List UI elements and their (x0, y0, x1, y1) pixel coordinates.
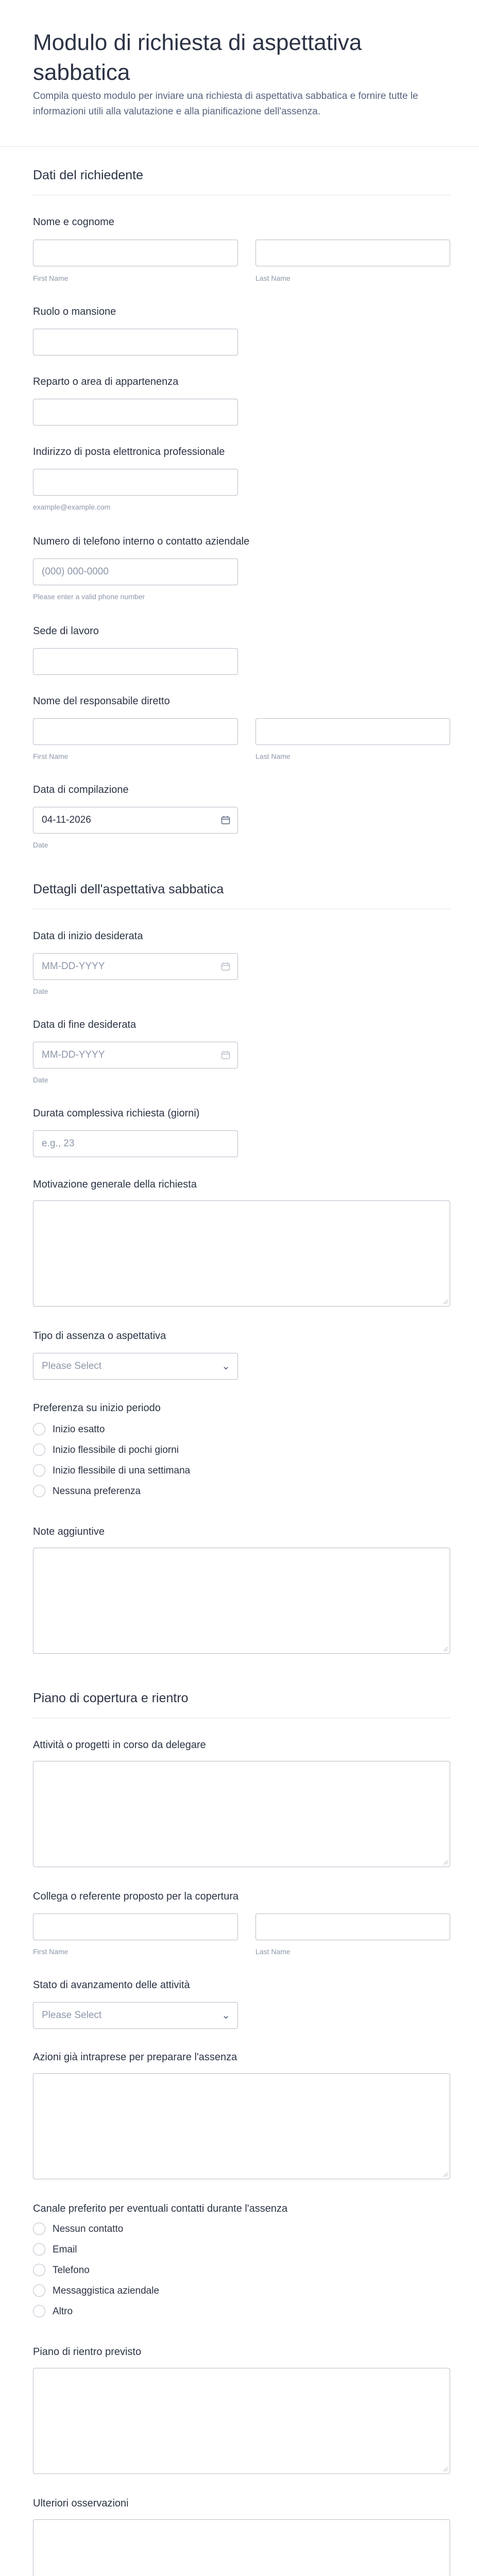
preference-option[interactable]: Inizio flessibile di una settimana (33, 1463, 239, 1479)
observations-label: Ulteriori osservazioni (33, 2498, 129, 2509)
chevron-down-icon: ⌄ (221, 1361, 230, 1372)
colleague-label: Collega o referente proposto per la copertura (33, 1891, 239, 1902)
motivation-label: Motivazione generale della richiesta (33, 1179, 197, 1190)
channel-option[interactable]: Altro (33, 2304, 239, 2319)
channel-label: Canale preferito per eventuali contatti durante l'assenza (33, 2203, 288, 2214)
leave-type-select[interactable] (33, 1353, 238, 1380)
first-name-input[interactable] (33, 240, 238, 266)
resize-handle-icon[interactable] (442, 1646, 448, 1652)
date-label: Data di compilazione (33, 784, 129, 795)
start-date-label: Data di inizio desiderata (33, 930, 143, 942)
form-description: Compila questo modulo per inviare una richiesta di aspettativa sabbatica e fornire tutte le informazioni utili alla valutazione e alla pianificazione dell'assenza. (33, 91, 418, 117)
calendar-icon[interactable] (221, 816, 230, 825)
leave-type-placeholder: Please Select (42, 1361, 102, 1371)
first-name-sublabel: First Name (33, 274, 69, 282)
duration-input[interactable]: e.g., 23 (33, 1130, 238, 1157)
name-label: Nome e cognome (33, 216, 114, 228)
calendar-icon[interactable] (221, 962, 230, 971)
radio-button[interactable] (33, 2264, 45, 2276)
section-title-coverage: Piano di copertura e rientro (33, 1691, 189, 1705)
phone-input[interactable]: (000) 000-0000 (33, 558, 238, 585)
manager-last-name-input[interactable] (255, 718, 450, 745)
return-plan-textarea[interactable] (33, 2368, 450, 2474)
status-select[interactable] (33, 2002, 238, 2029)
radio-button[interactable] (33, 2223, 45, 2235)
return-plan-label: Piano di rientro previsto (33, 2346, 142, 2358)
notes-textarea[interactable] (33, 1548, 450, 1654)
projects-textarea[interactable] (33, 1761, 450, 1867)
leave-type-label: Tipo di assenza o aspettativa (33, 1330, 166, 1342)
resize-handle-icon[interactable] (442, 2171, 448, 2177)
resize-handle-icon[interactable] (442, 2466, 448, 2472)
resize-handle-icon[interactable] (442, 1298, 448, 1304)
observations-textarea[interactable] (33, 2519, 450, 2576)
office-label: Sede di lavoro (33, 625, 99, 637)
email-sublabel: example@example.com (33, 503, 111, 511)
colleague-first-name-input[interactable] (33, 1913, 238, 1940)
channel-option[interactable]: Nessun contatto (33, 2222, 239, 2237)
motivation-textarea[interactable] (33, 1200, 450, 1307)
calendar-icon[interactable] (221, 1050, 230, 1060)
radio-button[interactable] (33, 1464, 45, 1477)
start-date-input[interactable] (33, 953, 238, 980)
notes-label: Note aggiuntive (33, 1526, 105, 1537)
form-header (0, 0, 479, 147)
actions-label: Azioni già intraprese per preparare l'assenza (33, 2052, 237, 2063)
actions-textarea[interactable] (33, 2073, 450, 2179)
end-date-input[interactable] (33, 1042, 238, 1069)
radio-button[interactable] (33, 1485, 45, 1497)
manager-label: Nome del responsabile diretto (33, 696, 170, 707)
duration-label: Durata complessiva richiesta (giorni) (33, 1108, 200, 1119)
channel-option[interactable]: Messaggistica aziendale (33, 2283, 239, 2299)
preference-option[interactable]: Inizio flessibile di pochi giorni (33, 1443, 239, 1458)
colleague-first-sublabel: First Name (33, 1947, 69, 1956)
channel-option[interactable]: Email (33, 2242, 239, 2258)
radio-button[interactable] (33, 1444, 45, 1456)
chevron-down-icon: ⌄ (221, 2010, 230, 2021)
role-label: Ruolo o mansione (33, 306, 116, 317)
role-input[interactable] (33, 329, 238, 355)
projects-label: Attività o progetti in corso da delegare (33, 1739, 206, 1751)
manager-first-sublabel: First Name (33, 752, 69, 760)
manager-first-name-input[interactable] (33, 718, 238, 745)
start-date-placeholder: MM-DD-YYYY (42, 961, 105, 972)
date-input[interactable] (33, 807, 238, 834)
preference-option[interactable]: Nessuna preferenza (33, 1484, 239, 1499)
channel-option[interactable]: Telefono (33, 2263, 239, 2278)
preference-label: Preferenza su inizio periodo (33, 1402, 161, 1414)
resize-handle-icon[interactable] (442, 1859, 448, 1865)
office-input[interactable] (33, 648, 238, 675)
end-date-placeholder: MM-DD-YYYY (42, 1049, 105, 1060)
status-label: Stato di avanzamento delle attività (33, 1979, 190, 1991)
department-input[interactable] (33, 399, 238, 426)
manager-last-sublabel: Last Name (255, 752, 290, 760)
end-date-label: Data di fine desiderata (33, 1019, 136, 1030)
form-title: Modulo di richiesta di aspettativa sabbatica (33, 30, 362, 85)
status-placeholder: Please Select (42, 2010, 102, 2021)
radio-button[interactable] (33, 2305, 45, 2317)
colleague-last-sublabel: Last Name (255, 1947, 290, 1956)
preference-option[interactable]: Inizio esatto (33, 1422, 239, 1437)
radio-button[interactable] (33, 2284, 45, 2297)
section-title-leave-details: Dettagli dell'aspettativa sabbatica (33, 882, 224, 896)
radio-button[interactable] (33, 2243, 45, 2256)
last-name-input[interactable] (255, 240, 450, 266)
email-label: Indirizzo di posta elettronica professionale (33, 446, 225, 457)
end-date-sublabel: Date (33, 1076, 48, 1084)
radio-button[interactable] (33, 1423, 45, 1435)
department-label: Reparto o area di appartenenza (33, 376, 179, 387)
start-date-sublabel: Date (33, 987, 48, 995)
phone-sublabel: Please enter a valid phone number (33, 592, 145, 601)
email-input[interactable] (33, 469, 238, 496)
date-sublabel: Date (33, 841, 48, 849)
last-name-sublabel: Last Name (255, 274, 290, 282)
colleague-last-name-input[interactable] (255, 1913, 450, 1940)
phone-label: Numero di telefono interno o contatto aziendale (33, 536, 250, 547)
section-title-applicant: Dati del richiedente (33, 168, 144, 182)
date-value: 04-11-2026 (42, 815, 91, 825)
